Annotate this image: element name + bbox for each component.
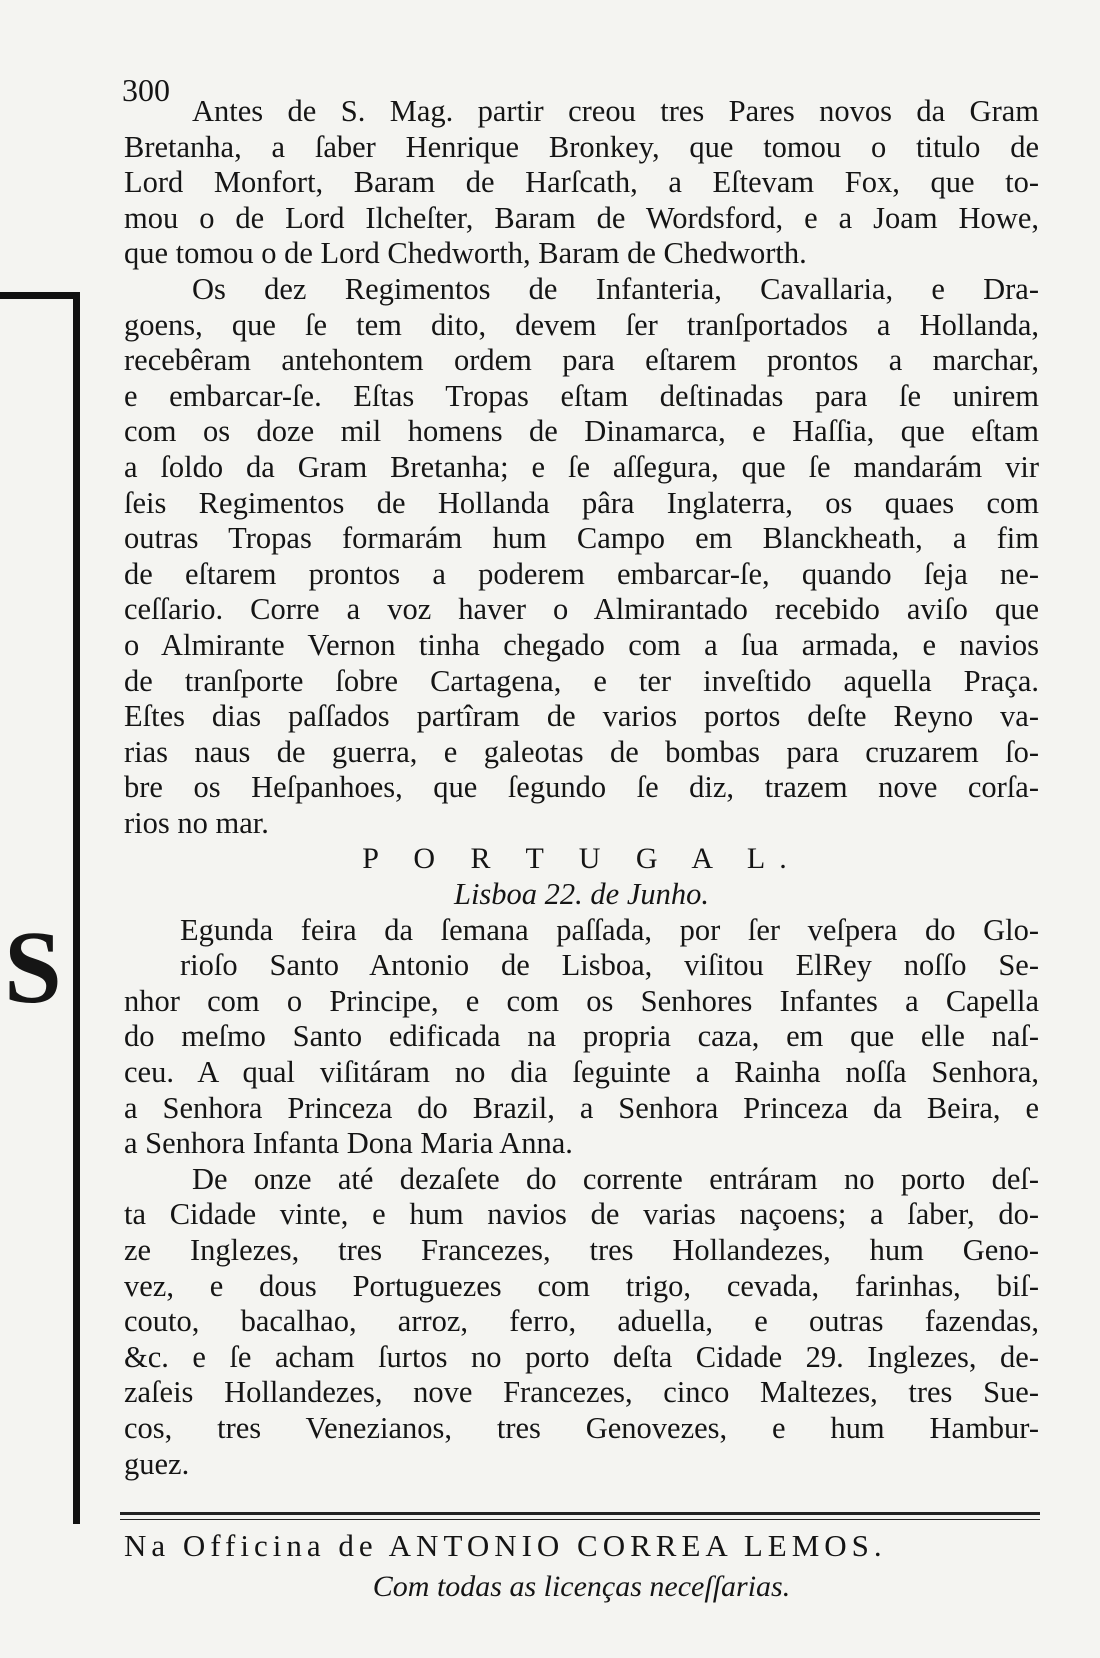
text-line: ze Inglezes, tres Francezes, tres Hollandezes, hum Geno- xyxy=(124,1233,1039,1267)
text-line: Bretanha, a ſaber Henrique Bronkey, que tomou o titulo de xyxy=(124,129,1039,164)
paragraph-saint-anthony xyxy=(124,913,1039,1162)
text-line: rias naus de guerra, e galeotas de bombas para cruzarem ſo- xyxy=(124,734,1039,769)
section-heading: P O R T U G A L. xyxy=(362,842,801,876)
text-line: ceu. A qual viſitáram no dia ſeguinte a Rainha noſſa Senhora, xyxy=(124,1055,1039,1090)
text-line: de tranſporte ſobre Cartagena, e ter inveſtido aquella Praça. xyxy=(124,663,1039,698)
text-line: mou o de Lord Ilcheſter, Baram de Wordsford, e a Joam Howe, xyxy=(124,200,1039,235)
text-line: De onze até dezaſete do corrente entráram no porto deſ- xyxy=(192,1161,1039,1196)
text-line: com os doze mil homens de Dinamarca, e Haſſia, que eſtam xyxy=(124,414,1039,449)
text-line: vez, e dous Portuguezes com trigo, cevada, farinhas, biſ- xyxy=(124,1268,1039,1303)
text-line: rios no mar. xyxy=(124,805,269,840)
text-line: Os dez Regimentos de Infanteria, Cavallaria, e Dra- xyxy=(192,271,1039,306)
text-line: o Almirante Vernon tinha chegado com a ſua armada, e navios xyxy=(124,627,1039,662)
text-line: Eſtes dias paſſados partîram de varios portos deſte Reyno va- xyxy=(124,699,1039,734)
printer-imprint: Na Officina de ANTONIO CORREA LEMOS. xyxy=(124,1528,887,1563)
page-number: 300 xyxy=(122,72,170,108)
text-line: goens, que ſe tem dito, devem ſer tranſportados a Hollanda, xyxy=(124,307,1039,342)
paragraph-ships xyxy=(124,1162,1039,1482)
text-line: nhor com o Principe, e com os Senhores Infantes a Capella xyxy=(124,983,1039,1018)
text-line: a ſoldo da Gram Bretanha; e ſe aſſegura, que ſe mandarám vir xyxy=(124,449,1039,484)
text-line: que tomou o de Lord Chedworth, Baram de Chedworth. xyxy=(124,236,807,271)
text-line: ceſſario. Corre a voz haver o Almirantado recebido aviſo que xyxy=(124,592,1039,627)
text-line: guez. xyxy=(124,1446,190,1481)
drop-cap: S xyxy=(4,910,62,1025)
text-line: zaſeis Hollandezes, nove Francezes, cinco Maltezes, tres Sue- xyxy=(124,1375,1039,1410)
body-text xyxy=(124,94,1039,1482)
text-line: Lord Monfort, Baram de Harſcath, a Eſtevam Fox, que to- xyxy=(124,165,1039,200)
text-line: Egunda feira da ſemana paſſada, por ſer veſpera do Glo- xyxy=(180,912,1039,947)
footer-rule-top xyxy=(120,1512,1040,1515)
text-line: rioſo Santo Antonio de Lisboa, viſitou ElRey noſſo Se- xyxy=(180,948,1039,983)
footer-rule-bottom xyxy=(120,1519,1040,1520)
text-line: ta Cidade vinte, e hum navios de varias naçoens; a ſaber, do- xyxy=(124,1197,1039,1232)
text-line: a Senhora Infanta Dona Maria Anna. xyxy=(124,1126,573,1161)
text-line: bre os Heſpanhoes, que ſegundo ſe diz, trazem nove corſa- xyxy=(124,770,1039,805)
text-line: recebêram antehontem ordem para eſtarem prontos a marchar, xyxy=(124,343,1039,378)
dateline: Lisboa 22. de Junho. xyxy=(453,877,709,912)
text-line: e embarcar-ſe. Eſtas Tropas eſtam deſtinadas para ſe unirem xyxy=(124,378,1039,413)
text-line: ſeis Regimentos de Hollanda pâra Inglaterra, os quaes com xyxy=(124,485,1039,520)
license-line: Com todas as licenças neceſſarias. xyxy=(372,1570,791,1603)
text-line: do meſmo Santo edificada na propria caza, em que elle naſ- xyxy=(124,1019,1039,1054)
text-line: outras Tropas formarám hum Campo em Blanckheath, a fim xyxy=(124,521,1039,556)
text-line: couto, bacalhao, arroz, ferro, aduella, e outras fazendas, xyxy=(124,1304,1039,1339)
paragraph-peerages xyxy=(124,94,1039,272)
text-line: &c. e ſe acham ſurtos no porto deſta Cidade 29. Inglezes, de- xyxy=(124,1339,1039,1374)
text-line: a Senhora Princeza do Brazil, a Senhora Princeza da Beira, e xyxy=(124,1090,1039,1125)
text-line: cos, tres Venezianos, tres Genovezes, e hum Hambur- xyxy=(124,1410,1039,1445)
paragraph-regiments xyxy=(124,272,1039,842)
binding-edge xyxy=(0,292,80,1524)
text-line: Antes de S. Mag. partir creou tres Pares novos da Gram xyxy=(192,94,1039,128)
text-line: de eſtarem prontos a poderem embarcar-ſe, quando ſeja ne- xyxy=(124,556,1039,591)
